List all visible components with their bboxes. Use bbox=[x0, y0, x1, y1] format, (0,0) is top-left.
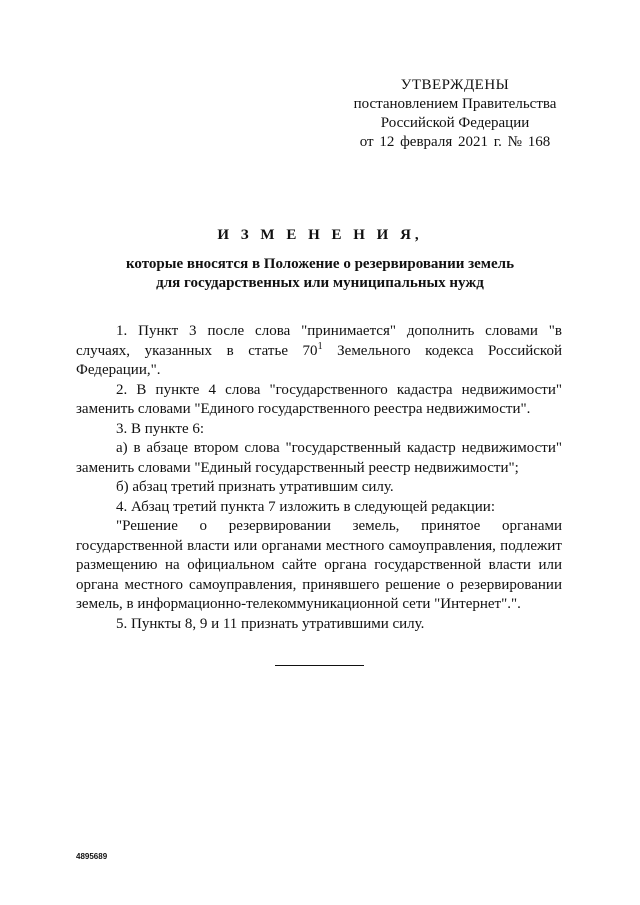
approval-title: УТВЕРЖДЕНЫ bbox=[400, 77, 510, 93]
paragraph-1-text-start: 1. Пункт 3 после слова "принимается" дополнить словами "в случаях, указанных в статье 70 bbox=[76, 323, 562, 359]
heading-subtitle-line-1: которые вносятся в Положение о резервировании земель bbox=[125, 256, 515, 272]
approval-stamp bbox=[340, 76, 570, 152]
paragraph-3: 3. В пункте 6: bbox=[116, 420, 205, 437]
approval-line-2: Российской Федерации bbox=[380, 115, 530, 131]
paragraph-5: б) абзац третий признать утратившим силу. bbox=[116, 479, 394, 495]
document-body bbox=[76, 322, 562, 634]
document-number: 4895689 bbox=[76, 852, 108, 861]
paragraph-1 bbox=[76, 322, 562, 381]
document-heading bbox=[60, 226, 580, 293]
closing-separator-line bbox=[275, 665, 364, 666]
heading-subtitle-line-2: для государственных или муниципальных нужд bbox=[156, 275, 484, 291]
paragraph-8: 5. Пункты 8, 9 и 11 признать утратившими силу. bbox=[116, 615, 425, 632]
approval-line-1: постановлением Правительства bbox=[353, 96, 557, 112]
paragraph-7: "Решение о резервировании земель, принятое органами государственной власти или органами местного самоуправления, подлежит размещению на официальном сайте органа государственной власти или органа местного самоуправления, принявшего решение о резервировании земель, в информационно-телекоммуникационной сети "Интернет".". bbox=[76, 518, 562, 612]
paragraph-4: а) в абзаце втором слова "государственный кадастр недвижимости" заменить словами "Единый государственный реестр недвижимости"; bbox=[76, 440, 562, 476]
paragraph-2: 2. В пункте 4 слова "государственного кадастра недвижимости" заменить словами "Единого государственного реестра недвижимости". bbox=[76, 381, 562, 417]
paragraph-6: 4. Абзац третий пункта 7 изложить в следующей редакции: bbox=[116, 498, 496, 515]
approval-date-line: от 12 февраля 2021 г. № 168 bbox=[359, 134, 551, 150]
heading-title: И З М Е Н Е Н И Я, bbox=[217, 227, 423, 243]
paragraph-1-superscript: 1 bbox=[317, 340, 323, 352]
paragraph-1-text-end: Земельного кодекса Российской Федерации,". bbox=[76, 342, 562, 378]
